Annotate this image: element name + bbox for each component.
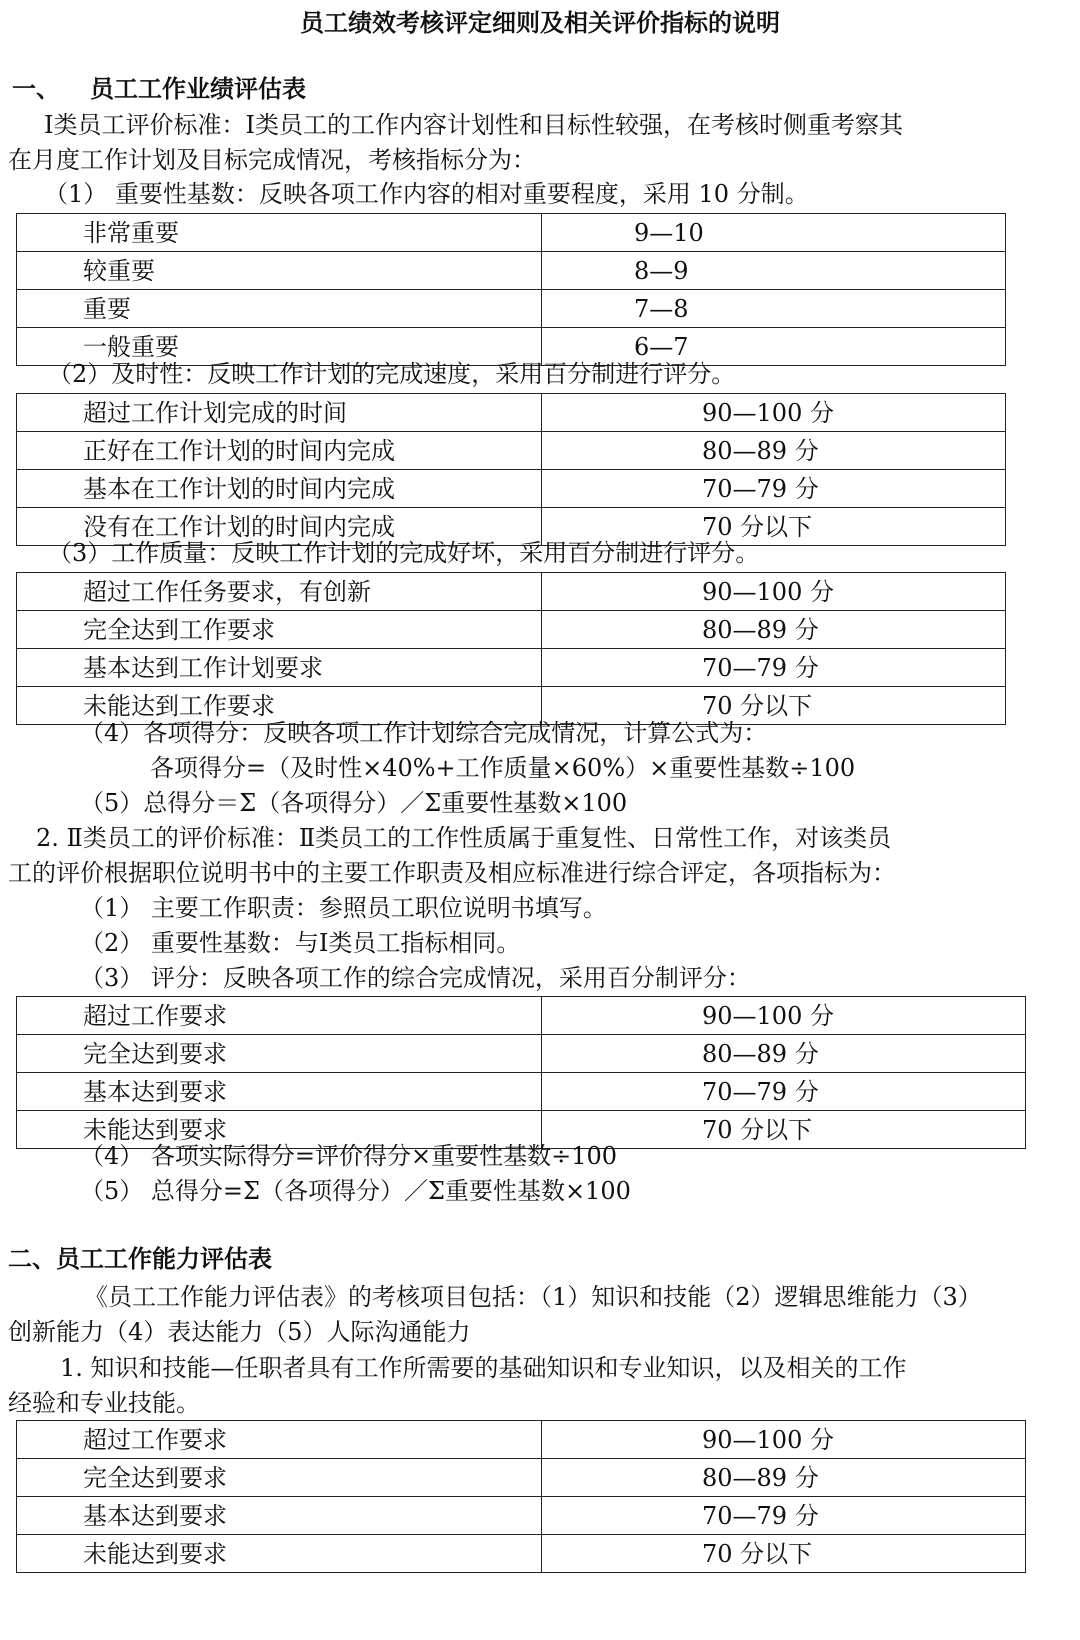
category-2-item-3: （3） 评分：反映各项工作的综合完成情况，采用百分制评分： xyxy=(80,964,751,992)
table-cell: 没有在工作计划的时间内完成 xyxy=(17,508,542,546)
table-cell: 一般重要 xyxy=(17,328,542,366)
table-cell: 超过工作要求 xyxy=(17,997,542,1035)
table-cell: 70 分以下 xyxy=(542,1111,1026,1149)
table-cell: 未能达到要求 xyxy=(17,1535,542,1573)
table-row xyxy=(17,1497,1026,1535)
table-row xyxy=(17,1035,1026,1073)
table-row xyxy=(17,432,1006,470)
knowledge-skill-line-1: 1. 知识和技能—任职者具有工作所需要的基础知识和专业知识，以及相关的工作 xyxy=(60,1354,907,1382)
importance-base-item: （1） 重要性基数：反映各项工作内容的相对重要程度，采用 10 分制。 xyxy=(44,180,809,208)
category-2-score-table xyxy=(16,996,1026,1149)
table-row xyxy=(17,394,1006,432)
section-1-number: 一、 xyxy=(12,74,60,103)
table-cell: 6—7 xyxy=(542,328,1006,366)
total-score-formula: （5）总得分＝Σ（各项得分）／Σ重要性基数×100 xyxy=(80,789,628,817)
table-cell: 80—89 分 xyxy=(542,1035,1026,1073)
table-cell: 70—79 分 xyxy=(542,649,1006,687)
item-score-desc: （4）各项得分：反映各项工作计划综合完成情况，计算公式为： xyxy=(80,719,768,747)
table-cell: 超过工作计划完成的时间 xyxy=(17,394,542,432)
table-row xyxy=(17,290,1006,328)
table-cell: 正好在工作计划的时间内完成 xyxy=(17,432,542,470)
table-row xyxy=(17,470,1006,508)
table-row xyxy=(17,252,1006,290)
table-cell: 7—8 xyxy=(542,290,1006,328)
category-1-intro-line-2: 在月度工作计划及目标完成情况，考核指标分为： xyxy=(8,146,536,174)
table-cell: 90—100 分 xyxy=(542,394,1006,432)
table-cell: 基本达到要求 xyxy=(17,1497,542,1535)
table-cell: 70—79 分 xyxy=(542,470,1006,508)
table-cell: 70 分以下 xyxy=(542,1535,1026,1573)
table-cell: 70 分以下 xyxy=(542,508,1006,546)
category-2-intro-line-2: 工的评价根据职位说明书中的主要工作职责及相应标准进行综合评定，各项指标为： xyxy=(8,859,896,887)
timeliness-item: （2）及时性：反映工作计划的完成速度，采用百分制进行评分。 xyxy=(48,360,736,388)
table-row xyxy=(17,611,1006,649)
category-2-item-4: （4） 各项实际得分=评价得分×重要性基数÷100 xyxy=(80,1142,618,1170)
knowledge-skill-line-2: 经验和专业技能。 xyxy=(8,1389,200,1417)
category-2-item-5: （5） 总得分=Σ（各项得分）／Σ重要性基数×100 xyxy=(80,1177,631,1205)
table-cell: 80—89 分 xyxy=(542,1459,1026,1497)
table-row xyxy=(17,1073,1026,1111)
table-cell: 完全达到工作要求 xyxy=(17,611,542,649)
table-row xyxy=(17,1459,1026,1497)
table-cell: 基本达到要求 xyxy=(17,1073,542,1111)
table-cell: 9—10 xyxy=(542,214,1006,252)
category-2-item-1: （1） 主要工作职责：参照员工职位说明书填写。 xyxy=(80,894,607,922)
table-cell: 80—89 分 xyxy=(542,432,1006,470)
table-cell: 超过工作任务要求，有创新 xyxy=(17,573,542,611)
table-cell: 70—79 分 xyxy=(542,1497,1026,1535)
table-row xyxy=(17,1421,1026,1459)
table-row xyxy=(17,573,1006,611)
table-cell: 重要 xyxy=(17,290,542,328)
table-cell: 基本在工作计划的时间内完成 xyxy=(17,470,542,508)
timeliness-table xyxy=(16,393,1006,546)
table-cell: 90—100 分 xyxy=(542,1421,1026,1459)
table-cell: 70 分以下 xyxy=(542,687,1006,725)
table-row xyxy=(17,649,1006,687)
table-row xyxy=(17,997,1026,1035)
knowledge-skill-table xyxy=(16,1420,1026,1573)
importance-table xyxy=(16,213,1006,366)
category-2-intro-line-1: 2. Ⅱ类员工的评价标准：Ⅱ类员工的工作性质属于重复性、日常性工作，对该类员 xyxy=(36,824,892,852)
table-cell: 90—100 分 xyxy=(542,573,1006,611)
table-cell: 完全达到要求 xyxy=(17,1035,542,1073)
table-cell: 非常重要 xyxy=(17,214,542,252)
table-cell: 未能达到要求 xyxy=(17,1111,542,1149)
category-1-intro-line-1: Ⅰ类员工评价标准：Ⅰ类员工的工作内容计划性和目标性较强，在考核时侧重考察其 xyxy=(44,111,903,139)
section-1-heading: 员工工作业绩评估表 xyxy=(90,74,306,103)
table-cell: 完全达到要求 xyxy=(17,1459,542,1497)
table-row xyxy=(17,214,1006,252)
work-quality-table xyxy=(16,572,1006,725)
table-cell: 80—89 分 xyxy=(542,611,1006,649)
table-cell: 较重要 xyxy=(17,252,542,290)
category-2-item-2: （2） 重要性基数：与Ⅰ类员工指标相同。 xyxy=(80,929,521,957)
table-row xyxy=(17,1535,1026,1573)
section-2-intro-line-2: 创新能力（4）表达能力（5）人际沟通能力 xyxy=(8,1318,471,1346)
section-2-heading: 二、员工工作能力评估表 xyxy=(8,1244,272,1273)
table-cell: 70—79 分 xyxy=(542,1073,1026,1111)
document-title: 员工绩效考核评定细则及相关评价指标的说明 xyxy=(300,8,780,37)
table-cell: 基本达到工作计划要求 xyxy=(17,649,542,687)
item-score-formula: 各项得分=（及时性×40%+工作质量×60%）×重要性基数÷100 xyxy=(150,754,856,782)
section-2-intro-line-1: 《员工工作能力评估表》的考核项目包括：（1）知识和技能（2）逻辑思维能力（3） xyxy=(84,1283,982,1311)
work-quality-item: （3）工作质量：反映工作计划的完成好坏，采用百分制进行评分。 xyxy=(48,539,760,567)
table-cell: 未能达到工作要求 xyxy=(17,687,542,725)
table-cell: 90—100 分 xyxy=(542,997,1026,1035)
table-cell: 8—9 xyxy=(542,252,1006,290)
table-cell: 超过工作要求 xyxy=(17,1421,542,1459)
